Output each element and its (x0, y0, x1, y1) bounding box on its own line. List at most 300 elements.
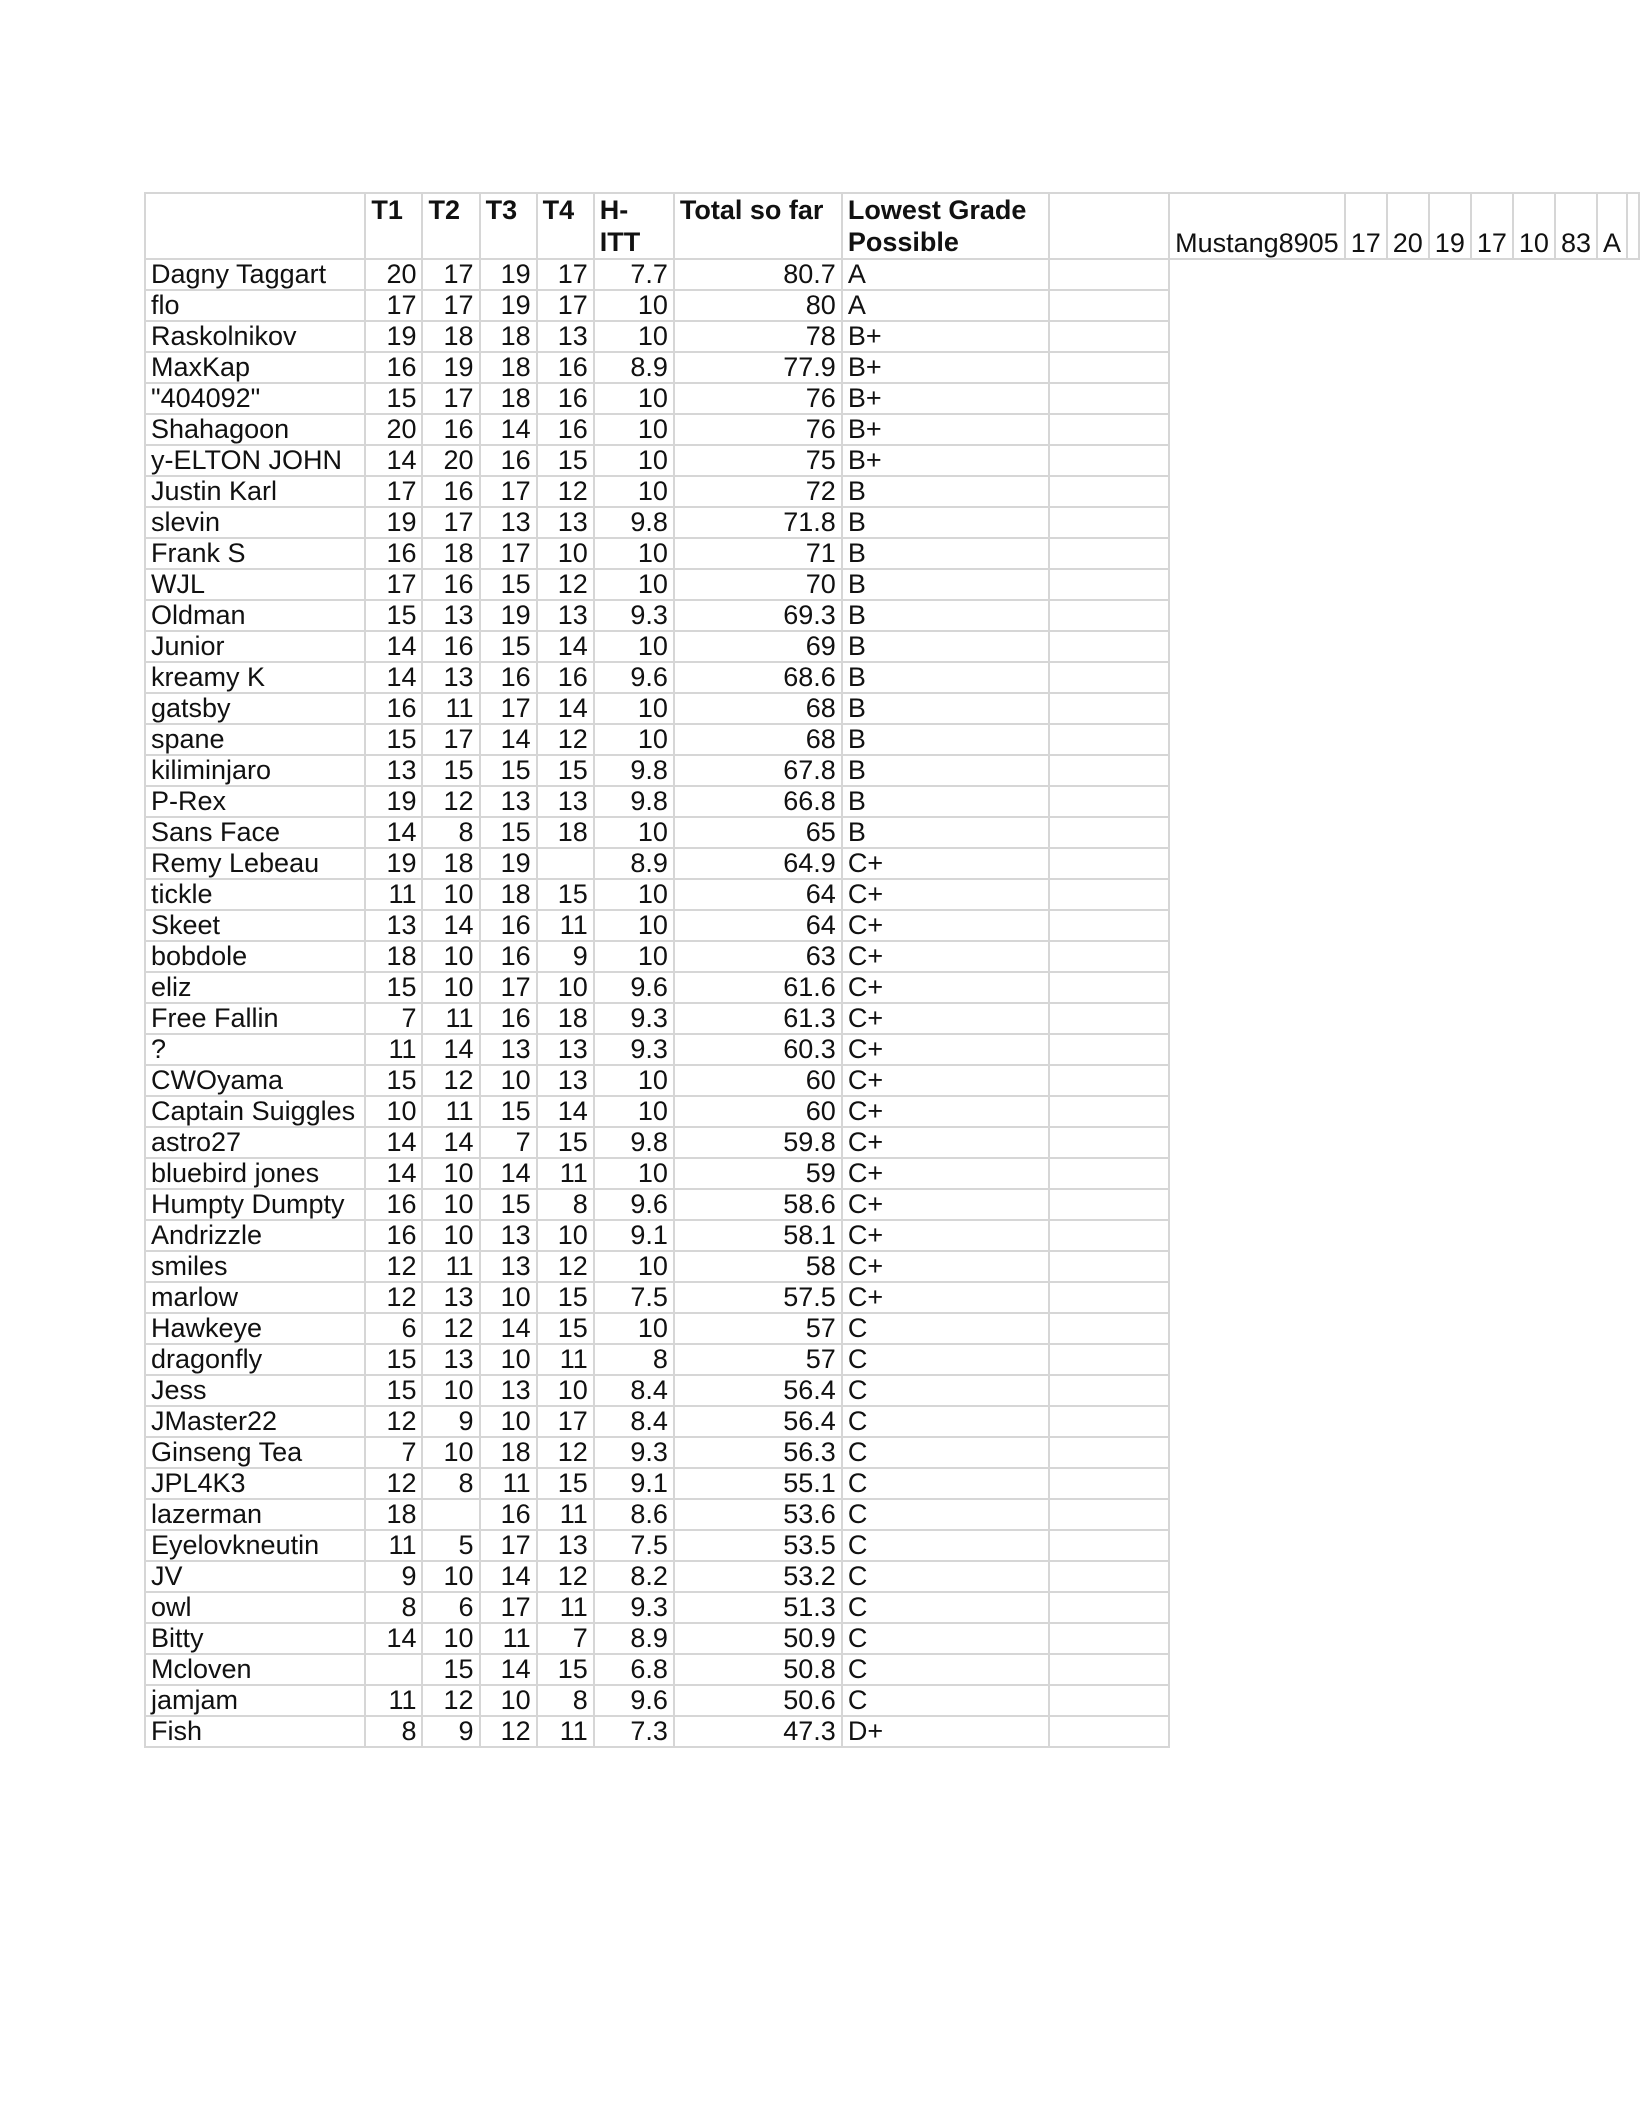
student-name-cell: Humpty Dumpty (145, 1189, 365, 1220)
t4-cell: 14 (537, 631, 594, 662)
table-row (145, 1313, 1639, 1344)
total-cell: 69.3 (674, 600, 842, 631)
hitt-cell: 9.8 (594, 786, 674, 817)
t1-cell: 15 (365, 600, 422, 631)
t3-cell: 15 (480, 755, 537, 786)
t1-cell: 9 (365, 1561, 422, 1592)
t1-cell: 12 (365, 1251, 422, 1282)
hitt-cell: 9.1 (594, 1468, 674, 1499)
t3-cell: 10 (480, 1282, 537, 1313)
t2-cell: 17 (422, 290, 479, 321)
student-name-cell: Eyelovkneutin (145, 1530, 365, 1561)
t1-cell: 8 (365, 1716, 422, 1747)
student-name-cell: spane (145, 724, 365, 755)
t4-cell: 15 (537, 1654, 594, 1685)
student-name-cell: Ginseng Tea (145, 1437, 365, 1468)
t4-cell: 10 (537, 1375, 594, 1406)
total-cell: 71.8 (674, 507, 842, 538)
empty-cell (1049, 290, 1169, 321)
grade-cell: B+ (842, 414, 1049, 445)
hitt-cell: 6.8 (594, 1654, 674, 1685)
empty-cell (1049, 1282, 1169, 1313)
t3-cell: 15 (480, 569, 537, 600)
table-row (145, 290, 1639, 321)
grade-cell: B (842, 786, 1049, 817)
total-cell: 68 (674, 693, 842, 724)
student-name-cell: astro27 (145, 1127, 365, 1158)
empty-cell (1049, 1592, 1169, 1623)
grade-cell: C (842, 1344, 1049, 1375)
empty-cell (1049, 879, 1169, 910)
empty-cell (1049, 507, 1169, 538)
total-cell: 50.9 (674, 1623, 842, 1654)
grade-cell: A (842, 259, 1049, 290)
table-row (145, 1375, 1639, 1406)
total-cell: 63 (674, 941, 842, 972)
t2-cell: 12 (422, 1065, 479, 1096)
t1-cell: 16 (365, 1220, 422, 1251)
t1-cell: 14 (365, 1623, 422, 1654)
t1-cell: 20 (365, 259, 422, 290)
hitt-cell: 7.5 (594, 1530, 674, 1561)
header-name (145, 193, 365, 259)
t2-cell: 17 (422, 724, 479, 755)
t4-cell: 8 (537, 1685, 594, 1716)
t3-cell: 18 (480, 879, 537, 910)
student-name-cell: Junior (145, 631, 365, 662)
t1-cell: 16 (365, 352, 422, 383)
student-name-cell: lazerman (145, 1499, 365, 1530)
empty-cell (1049, 724, 1169, 755)
t1-cell: 16 (365, 693, 422, 724)
header-t1: T1 (365, 193, 422, 259)
t4-cell: 14 (537, 1096, 594, 1127)
t1-cell: 11 (365, 1685, 422, 1716)
t3-cell: 17 (480, 476, 537, 507)
t1-cell: 11 (365, 1034, 422, 1065)
student-name-cell: JMaster22 (145, 1406, 365, 1437)
t4-cell: 11 (537, 1158, 594, 1189)
t4-cell: 9 (537, 941, 594, 972)
table-row (145, 1654, 1639, 1685)
total-cell: 72 (674, 476, 842, 507)
student-name-cell: Captain Suiggles (145, 1096, 365, 1127)
student-name-cell: dragonfly (145, 1344, 365, 1375)
student-name-cell: CWOyama (145, 1065, 365, 1096)
grade-cell: C+ (842, 879, 1049, 910)
grade-cell: C (842, 1685, 1049, 1716)
t1-cell: 20 (365, 414, 422, 445)
total-cell: 53.5 (674, 1530, 842, 1561)
grade-cell: C (842, 1406, 1049, 1437)
total-cell: 65 (674, 817, 842, 848)
hitt-cell: 8.4 (594, 1406, 674, 1437)
table-row (145, 724, 1639, 755)
t3-cell: 13 (480, 1375, 537, 1406)
hitt-cell: 10 (594, 1158, 674, 1189)
t4-cell: 12 (537, 1561, 594, 1592)
hitt-cell: 8.6 (594, 1499, 674, 1530)
total-cell: 69 (674, 631, 842, 662)
grade-cell: C (842, 1623, 1049, 1654)
table-row (145, 445, 1639, 476)
t3-cell: 11 (480, 1468, 537, 1499)
hitt-cell: 10 (594, 817, 674, 848)
total-cell: 56.3 (674, 1437, 842, 1468)
empty-cell (1049, 817, 1169, 848)
t3-cell: 19 (480, 848, 537, 879)
t4-cell: 13 (537, 1034, 594, 1065)
total-cell: 51.3 (674, 1592, 842, 1623)
t1-cell: 15 (365, 1065, 422, 1096)
total-cell: 80.7 (674, 259, 842, 290)
hitt-cell: 10 (594, 538, 674, 569)
table-row (145, 1034, 1639, 1065)
empty-cell (1049, 259, 1169, 290)
hitt-cell: 9.8 (594, 1127, 674, 1158)
hitt-cell: 9.8 (594, 507, 674, 538)
total-cell: 59 (674, 1158, 842, 1189)
hitt-cell: 9.6 (594, 1189, 674, 1220)
grade-cell: A (842, 290, 1049, 321)
t2-cell: 19 (422, 352, 479, 383)
table-row (145, 631, 1639, 662)
grade-cell: C+ (842, 1096, 1049, 1127)
table-row (145, 538, 1639, 569)
student-name-cell: Jess (145, 1375, 365, 1406)
t4-cell: 11 (537, 1592, 594, 1623)
t3-cell: 13 (480, 507, 537, 538)
table-row (145, 755, 1639, 786)
t1-cell: 11 (365, 1530, 422, 1561)
total-cell: 55.1 (674, 1468, 842, 1499)
hitt-cell: 9.3 (594, 1592, 674, 1623)
t4-cell: 16 (537, 352, 594, 383)
t3-cell: 10 (480, 1406, 537, 1437)
t2-cell: 14 (422, 1034, 479, 1065)
grade-cell: C+ (842, 941, 1049, 972)
t2-cell: 11 (422, 1003, 479, 1034)
table-row (145, 1158, 1639, 1189)
student-name-cell: "404092" (145, 383, 365, 414)
empty-cell (1049, 1034, 1169, 1065)
student-name-cell: slevin (145, 507, 365, 538)
student-name-cell: Sans Face (145, 817, 365, 848)
student-name-cell: JPL4K3 (145, 1468, 365, 1499)
t4-cell: 13 (537, 321, 594, 352)
t4-cell: 15 (537, 755, 594, 786)
grade-cell: B+ (842, 445, 1049, 476)
grade-cell: C (842, 1313, 1049, 1344)
hitt-cell: 7.5 (594, 1282, 674, 1313)
total-cell: 68 (674, 724, 842, 755)
t3-cell: 16 (480, 910, 537, 941)
table-row (145, 507, 1639, 538)
hitt-cell: 10 (594, 1251, 674, 1282)
header-total: Total so far (674, 193, 842, 259)
t1-cell: 14 (365, 631, 422, 662)
total-cell: 80 (674, 290, 842, 321)
t1-cell: 19 (365, 848, 422, 879)
total-cell: 50.8 (674, 1654, 842, 1685)
t4-cell: 10 (537, 538, 594, 569)
t2-cell: 10 (422, 1375, 479, 1406)
total-cell: 57.5 (674, 1282, 842, 1313)
empty-cell (1049, 848, 1169, 879)
empty-cell (1049, 786, 1169, 817)
t2-cell: 16 (422, 414, 479, 445)
hitt-cell: 8.2 (594, 1561, 674, 1592)
empty-cell (1049, 352, 1169, 383)
t3-cell: 14 (480, 1313, 537, 1344)
empty-cell (1049, 1468, 1169, 1499)
t2-cell: 10 (422, 879, 479, 910)
hitt-cell: 7.3 (594, 1716, 674, 1747)
t3-cell: 13 (480, 786, 537, 817)
t2-cell: 13 (422, 1344, 479, 1375)
t4-cell: 13 (537, 1065, 594, 1096)
hitt-cell: 10 (594, 414, 674, 445)
student-name-cell: Frank S (145, 538, 365, 569)
empty-cell (1049, 941, 1169, 972)
t2-cell: 8 (422, 817, 479, 848)
total-cell: 75 (674, 445, 842, 476)
total-cell: 57 (674, 1344, 842, 1375)
empty-cell (1049, 1065, 1169, 1096)
table-row (145, 910, 1639, 941)
table-row (145, 352, 1639, 383)
t2-cell: 12 (422, 786, 479, 817)
grade-cell: C+ (842, 972, 1049, 1003)
t3-cell: 17 (480, 1530, 537, 1561)
grade-cell: C+ (842, 1220, 1049, 1251)
t1-cell: 15 (365, 972, 422, 1003)
t3-cell: 11 (480, 1623, 537, 1654)
t3-cell: 15 (480, 631, 537, 662)
hitt-cell: 10 (594, 1313, 674, 1344)
t4-cell: 13 (537, 1530, 594, 1561)
table-row (145, 1592, 1639, 1623)
t2-cell: 17 (422, 383, 479, 414)
t3-cell: 18 (480, 352, 537, 383)
t1-cell: 10 (365, 1096, 422, 1127)
t4-cell: 14 (537, 693, 594, 724)
grade-cell: B (842, 693, 1049, 724)
t2-cell: 12 (422, 1685, 479, 1716)
t2-cell (422, 1499, 479, 1530)
empty-cell (1049, 910, 1169, 941)
t1-cell: 16 (365, 538, 422, 569)
t2-cell: 10 (422, 972, 479, 1003)
grade-cell: C (842, 1499, 1049, 1530)
t4-cell: 16 (537, 383, 594, 414)
t2-cell: 18 (422, 538, 479, 569)
t4-cell: 13 (537, 507, 594, 538)
t3-cell: 18 (480, 383, 537, 414)
hitt-cell: 8.9 (594, 352, 674, 383)
grade-cell: C+ (842, 1127, 1049, 1158)
total-cell: 61.6 (674, 972, 842, 1003)
empty-cell (1049, 1623, 1169, 1654)
table-row (145, 1468, 1639, 1499)
t3-cell: 10 (480, 1065, 537, 1096)
grade-cell: B (842, 755, 1049, 786)
t1-cell: 17 (365, 569, 422, 600)
t1-cell: 12 (365, 1406, 422, 1437)
t4-cell: 12 (537, 1251, 594, 1282)
student-name-cell: Oldman (145, 600, 365, 631)
table-row (145, 1251, 1639, 1282)
t2-cell: 10 (422, 1220, 479, 1251)
student-name-cell: Raskolnikov (145, 321, 365, 352)
t1-cell: 8 (365, 1592, 422, 1623)
t1-cell: 13 (365, 755, 422, 786)
student-name-cell: marlow (145, 1282, 365, 1313)
total-cell: 66.8 (674, 786, 842, 817)
total-cell: 58 (674, 1251, 842, 1282)
t3-cell: 13 (480, 1034, 537, 1065)
empty-cell (1049, 1561, 1169, 1592)
table-row (145, 259, 1639, 290)
table-row (145, 1189, 1639, 1220)
t2-cell: 12 (422, 1313, 479, 1344)
t2-cell: 16 (422, 476, 479, 507)
total-cell: 58.1 (674, 1220, 842, 1251)
t4-cell: 12 (537, 1437, 594, 1468)
grade-cell: B+ (842, 352, 1049, 383)
empty-cell (1049, 1251, 1169, 1282)
empty-cell (1049, 1127, 1169, 1158)
t4-cell: 18 (537, 1003, 594, 1034)
t1-cell: 19 (365, 786, 422, 817)
t4-cell: 7 (537, 1623, 594, 1654)
empty-cell (1049, 1344, 1169, 1375)
header-t3: T3 (480, 193, 537, 259)
t2-cell: 13 (422, 1282, 479, 1313)
t3-cell: 16 (480, 662, 537, 693)
t3-cell: 14 (480, 414, 537, 445)
t1-cell: 7 (365, 1003, 422, 1034)
empty-cell (1049, 538, 1169, 569)
hitt-cell: 10 (594, 724, 674, 755)
t2-cell: 14 (422, 910, 479, 941)
table-row (145, 662, 1639, 693)
table-row (145, 1437, 1639, 1468)
empty-cell (1049, 662, 1169, 693)
table-row (145, 941, 1639, 972)
empty-cell (1049, 1654, 1169, 1685)
grade-cell: B (842, 724, 1049, 755)
empty-cell (1049, 600, 1169, 631)
t3-cell: 16 (480, 941, 537, 972)
grade-cell: C+ (842, 1189, 1049, 1220)
header-t2: T2 (422, 193, 479, 259)
empty-cell (1049, 414, 1169, 445)
t3-cell: 16 (480, 445, 537, 476)
empty-cell (1049, 1375, 1169, 1406)
student-name-cell: Free Fallin (145, 1003, 365, 1034)
t4-cell: 10 (537, 972, 594, 1003)
total-cell: 64.9 (674, 848, 842, 879)
t1-cell: 14 (365, 445, 422, 476)
t4-cell: 15 (537, 445, 594, 476)
student-name-cell: MaxKap (145, 352, 365, 383)
t2-cell: 9 (422, 1716, 479, 1747)
total-cell: 60 (674, 1065, 842, 1096)
student-name-cell: Hawkeye (145, 1313, 365, 1344)
t1-cell: 15 (365, 1344, 422, 1375)
t2-cell: 8 (422, 1468, 479, 1499)
t3-cell: 7 (480, 1127, 537, 1158)
t1-cell: 11 (365, 879, 422, 910)
t3-cell: 19 (480, 259, 537, 290)
grade-cell: A (1597, 193, 1627, 259)
total-cell: 61.3 (674, 1003, 842, 1034)
total-cell: 70 (674, 569, 842, 600)
t2-cell: 10 (422, 1158, 479, 1189)
t2-cell: 13 (422, 600, 479, 631)
grade-cell: B (842, 538, 1049, 569)
hitt-cell: 9.3 (594, 600, 674, 631)
grade-cell: C (842, 1530, 1049, 1561)
t3-cell: 16 (480, 1499, 537, 1530)
t4-cell: 16 (537, 414, 594, 445)
hitt-cell: 10 (594, 631, 674, 662)
hitt-cell: 8 (594, 1344, 674, 1375)
table-row (145, 1344, 1639, 1375)
student-name-cell: flo (145, 290, 365, 321)
grade-cell: C (842, 1592, 1049, 1623)
table-row (145, 600, 1639, 631)
grade-cell: B (842, 817, 1049, 848)
empty-cell (1049, 1096, 1169, 1127)
empty-cell (1049, 1499, 1169, 1530)
t4-cell: 12 (537, 476, 594, 507)
t3-cell: 17 (480, 1592, 537, 1623)
t4-cell: 17 (537, 290, 594, 321)
hitt-cell: 10 (594, 941, 674, 972)
student-name-cell: Dagny Taggart (145, 259, 365, 290)
total-cell: 56.4 (674, 1375, 842, 1406)
hitt-cell: 10 (594, 879, 674, 910)
table-row (145, 1282, 1639, 1313)
t1-cell: 15 (365, 724, 422, 755)
total-cell: 71 (674, 538, 842, 569)
t3-cell: 18 (480, 1437, 537, 1468)
grade-cell: B+ (842, 383, 1049, 414)
t4-cell: 15 (537, 1127, 594, 1158)
hitt-cell: 8.9 (594, 848, 674, 879)
empty-cell (1049, 476, 1169, 507)
table-row (145, 1406, 1639, 1437)
empty-cell (1049, 1189, 1169, 1220)
table-row (145, 569, 1639, 600)
grade-cell: C+ (842, 1158, 1049, 1189)
hitt-cell: 10 (594, 290, 674, 321)
table-row (145, 1220, 1639, 1251)
table-row (145, 693, 1639, 724)
t2-cell: 10 (422, 941, 479, 972)
table-row (145, 1561, 1639, 1592)
student-name-cell: bluebird jones (145, 1158, 365, 1189)
table-row (145, 1096, 1639, 1127)
total-cell: 77.9 (674, 352, 842, 383)
table-row (145, 383, 1639, 414)
t4-cell: 15 (537, 879, 594, 910)
student-name-cell: y-ELTON JOHN (145, 445, 365, 476)
hitt-cell: 10 (594, 693, 674, 724)
hitt-cell: 10 (594, 321, 674, 352)
